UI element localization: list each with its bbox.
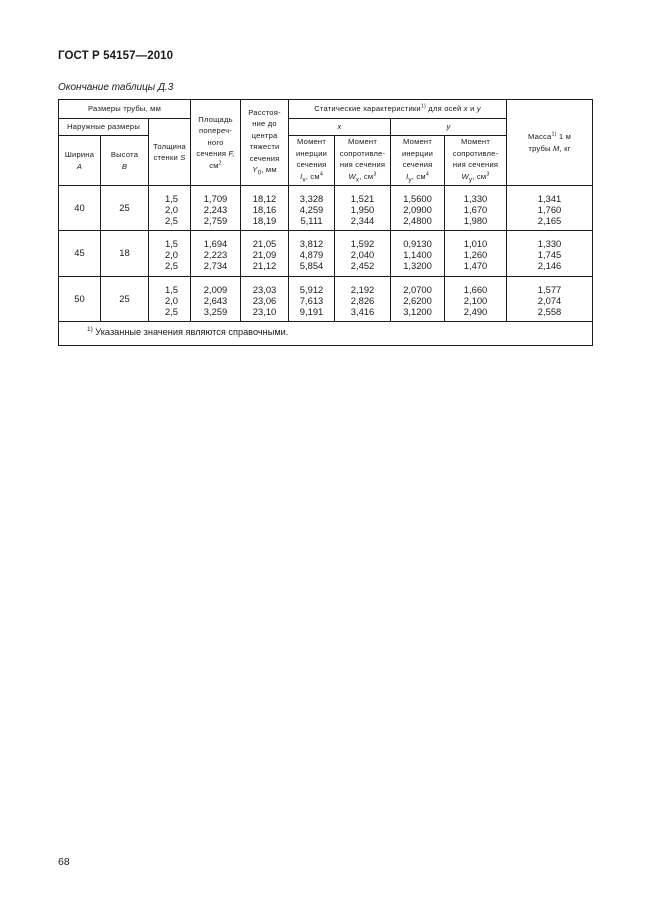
inertia-x-header: Момент инерции сечения $I_x$, $см^4$ bbox=[289, 136, 335, 186]
thickness-header: Толщина стенки S bbox=[149, 119, 191, 186]
mass-cell: 1,577 2,074 2,558 bbox=[507, 276, 593, 321]
resistance-x-header: Момент сопротивле- ния сечения $W_x$, $см^3$ bbox=[335, 136, 391, 186]
width-cell: 45 bbox=[59, 231, 101, 276]
resistance-y-cell: 1,330 1,670 1,980 bbox=[445, 186, 507, 231]
resistance-y-cell: 1,010 1,260 1,470 bbox=[445, 231, 507, 276]
inertia-y-cell: 2,0700 2,6200 3,1200 bbox=[391, 276, 445, 321]
width-cell: 40 bbox=[59, 186, 101, 231]
resistance-y-header: Момент сопротивле- ния сечения $W_y$, $см^3$ bbox=[445, 136, 507, 186]
area-cell: 1,694 2,223 2,734 bbox=[191, 231, 241, 276]
axis-x-header: x bbox=[289, 119, 391, 136]
inertia-y-cell: 0,9130 1,1400 1,3200 bbox=[391, 231, 445, 276]
thickness-cell: 1,5 2,0 2,5 bbox=[149, 231, 191, 276]
height-cell: 25 bbox=[101, 186, 149, 231]
center-distance-cell: 21,05 21,09 21,12 bbox=[241, 231, 289, 276]
center-distance-header: Расстоя- ние до центра тяжести сечения $Y_0$, мм bbox=[241, 100, 289, 186]
table-footnote: $^{1)}$ Указанные значения являются справочными. bbox=[59, 321, 593, 345]
table-caption: Окончание таблицы Д.3 bbox=[58, 82, 174, 93]
outer-size-header: Наружные размеры bbox=[59, 119, 149, 136]
resistance-x-cell: 2,192 2,826 3,416 bbox=[335, 276, 391, 321]
area-header: Площадь попереч- ного сечения F, $см^2$ bbox=[191, 100, 241, 186]
height-cell: 18 bbox=[101, 231, 149, 276]
inertia-x-cell: 3,328 4,259 5,111 bbox=[289, 186, 335, 231]
mass-cell: 1,330 1,745 2,146 bbox=[507, 231, 593, 276]
table-row bbox=[59, 186, 593, 231]
page-number: 68 bbox=[58, 856, 70, 868]
center-distance-cell: 23,03 23,06 23,10 bbox=[241, 276, 289, 321]
table-row bbox=[59, 276, 593, 321]
width-cell: 50 bbox=[59, 276, 101, 321]
resistance-x-cell: 1,521 1,950 2,344 bbox=[335, 186, 391, 231]
width-header: Ширина A bbox=[59, 136, 101, 186]
axis-y-header: y bbox=[391, 119, 507, 136]
height-header: Высота B bbox=[101, 136, 149, 186]
inertia-y-cell: 1,5600 2,0900 2,4800 bbox=[391, 186, 445, 231]
mass-header: Масса$^{1)}$ 1 м трубы M, кг bbox=[507, 100, 593, 186]
document-header: ГОСТ Р 54157—2010 bbox=[58, 50, 174, 62]
center-distance-cell: 18,12 18,16 18,19 bbox=[241, 186, 289, 231]
pipe-size-header: Размеры трубы, мм bbox=[59, 100, 191, 119]
mass-cell: 1,341 1,760 2,165 bbox=[507, 186, 593, 231]
inertia-y-header: Момент инерции сечения $I_y$, $см^4$ bbox=[391, 136, 445, 186]
inertia-x-cell: 5,912 7,613 9,191 bbox=[289, 276, 335, 321]
area-cell: 2,009 2,643 3,259 bbox=[191, 276, 241, 321]
height-cell: 25 bbox=[101, 276, 149, 321]
area-cell: 1,709 2,243 2,759 bbox=[191, 186, 241, 231]
static-characteristics-header: Статические характеристики$^{1)}$ для осей x и y bbox=[289, 100, 507, 119]
thickness-cell: 1,5 2,0 2,5 bbox=[149, 276, 191, 321]
specification-table bbox=[58, 99, 593, 346]
inertia-x-cell: 3,812 4,879 5,854 bbox=[289, 231, 335, 276]
thickness-cell: 1,5 2,0 2,5 bbox=[149, 186, 191, 231]
table-row bbox=[59, 231, 593, 276]
resistance-y-cell: 1,660 2,100 2,490 bbox=[445, 276, 507, 321]
resistance-x-cell: 1,592 2,040 2,452 bbox=[335, 231, 391, 276]
